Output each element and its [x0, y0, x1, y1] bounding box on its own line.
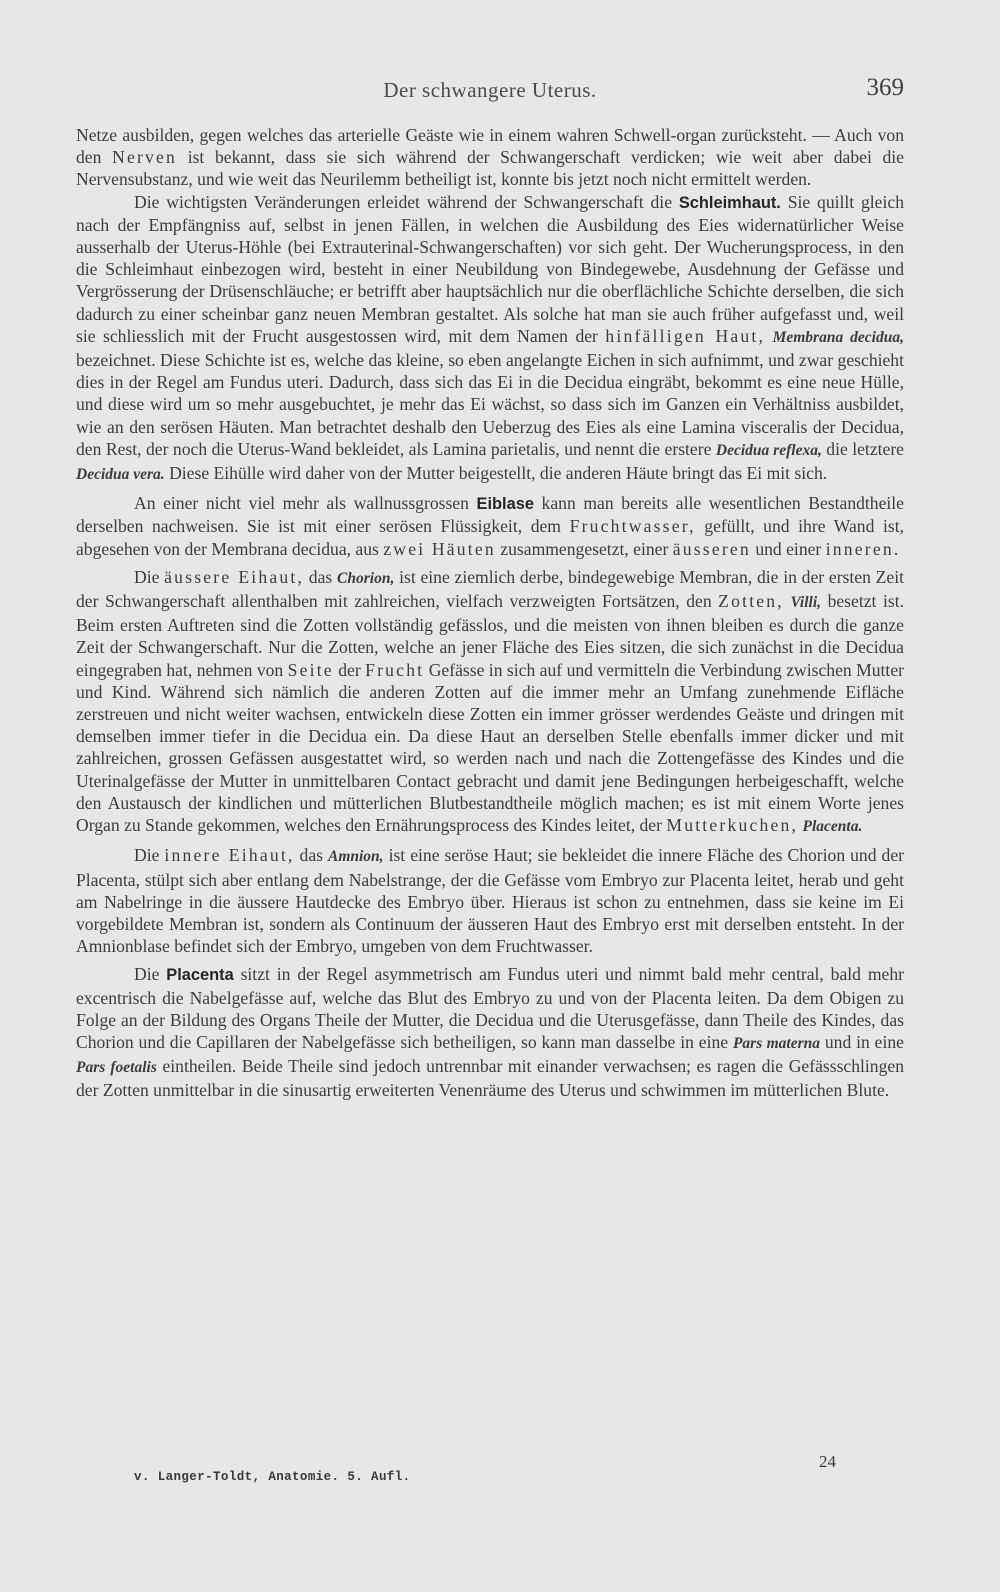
- text-run: und einer: [750, 538, 826, 559]
- emphasized-text: Mutterkuchen,: [666, 815, 799, 836]
- emphasized-text: Placenta.: [802, 818, 863, 836]
- emphasized-text: innere Eihaut,: [164, 845, 295, 866]
- emphasized-text: Decidua reflexa,: [715, 441, 822, 459]
- emphasized-text: Fruchtwasser,: [569, 516, 696, 537]
- text-run: Die: [134, 566, 165, 587]
- paragraph: [76, 492, 904, 560]
- text-run: eintheilen. Beide Theile sind jedoch untrennbar mit einander verwachsen; es ragen die Gefässschlingen der Zotten unmittelbar in die sinusartig erweiterten Venenräume des Uterus und schwimmen im mütterlichen Blute.: [76, 1056, 905, 1101]
- emphasized-text: zwei Häuten: [383, 538, 496, 559]
- page-header: [76, 74, 904, 110]
- emphasized-text: Amnion,: [327, 848, 384, 866]
- signature-mark: 24: [819, 1452, 836, 1471]
- emphasized-text: Placenta: [166, 966, 234, 985]
- emphasized-text: hinfälligen Haut,: [605, 325, 766, 346]
- text-run: ist eine seröse Haut; sie bekleidet die innere Fläche des Chorion und der Placenta, stülpt sich aber entlang dem Nabelstrange, der die Gefässe vom Embryo zur Placenta leitet, herab und geht am Nabelringe in die äussere Hautdecke des Embryo über. Hieraus ist schon zu entnehmen, dass sie keine im Ei vorgebildete Membran ist, sondern als Continuum der äusseren Haut des Embryo erst mit derselben entsteht. In der Amnionblase befindet sich der Embryo, umgeben von dem Fruchtwasser.: [76, 845, 904, 957]
- text-run: An einer nicht viel mehr als wallnussgrossen: [134, 493, 477, 514]
- text-run: sitzt in der Regel asymmetrisch am Fundus uteri und nimmt bald mehr central, bald mehr excentrisch die Nabelgefässe auf, welche das Blut des Embryo zu und von der Placenta leiten. Da dem Obigen zu Folge an der Bildung des Organs Theile der Mutter, die Decidua und die Uterusgefässe, dann Theile des Kindes, das Chorion und die Capillaren der Nabelgefässe sich betheiligen, so kann man dasselbe in eine: [76, 964, 904, 1052]
- emphasized-text: Pars foetalis: [76, 1059, 157, 1077]
- text-run: [765, 326, 772, 346]
- text-run: das: [304, 566, 338, 587]
- text-run: zusammengesetzt, einer: [495, 538, 673, 559]
- paragraph: [76, 124, 904, 191]
- text-run: besetzt ist. Beim ersten Auftreten sind die Zotten vollständig gefässlos, und die meisten von ihnen bleiben es durch die ganze Zeit der Schwangerschaft. Nur die Zotten, welche an jener Fläche des Eies sitzen, die sich zunächst in die Decidua eingegraben hat, nehmen von: [76, 591, 904, 680]
- text-run: Diese Eihülle wird daher von der Mutter beigestellt, die anderen Häute bringt das Ei mit sich.: [164, 463, 828, 484]
- text-run: das: [294, 845, 328, 866]
- text-run: Die: [134, 964, 167, 985]
- text-run: Die: [134, 845, 165, 866]
- emphasized-text: Zotten,: [718, 591, 784, 612]
- page-number: 369: [866, 74, 904, 101]
- text-run: ist eine ziemlich derbe, bindegewebige Membran, die in der ersten Zeit der Schwangerschaft allenthalben mit zahlreichen, vielfach verzweigten Fortsätzen, den: [76, 566, 904, 612]
- paragraph: [76, 191, 904, 487]
- paragraph: [76, 963, 904, 1101]
- text-run: und in eine: [819, 1031, 904, 1052]
- body-text: [76, 124, 904, 1102]
- emphasized-text: Chorion,: [337, 569, 395, 587]
- text-run: bezeichnet. Diese Schichte ist es, welche das kleine, so eben angelangte Eichen in sich aufnimmt, und zwar geschieht dies in der Regel am Fundus uteri. Dadurch, dass sich das Ei in die Decidua eingräbt, bekommt es eine neue Hülle, und diese wird um so mehr ausgebuchtet, je mehr das Ei wächst, so dass sich im Ganzen ein Verhältniss ausbildet, wie an den serösen Häuten. Man betrachtet deshalb den Ueberzug des Eies als eine Lamina visceralis der Decidua, den Rest, der noch die Uterus-Wand bekleidet, als Lamina parietalis, und nennt die erstere: [76, 350, 904, 459]
- text-run: ist bekannt, dass sie sich während der Schwangerschaft verdicken; wie weit aber dabei die Nervensubstanz, und wie weit das Neurilemm betheiligt ist, konnte bis jetzt noch nicht ermittelt werden.: [76, 147, 904, 190]
- text-run: Netze ausbilden, gegen welches das arterielle Geäste wie in einem wahren Schwell-organ zurücksteht. — Auch von den: [76, 125, 904, 168]
- emphasized-text: Membrana decidua,: [772, 328, 904, 346]
- emphasized-text: Eiblase: [476, 495, 534, 514]
- text-run: der: [333, 659, 366, 680]
- running-title: Der schwangere Uterus.: [383, 78, 597, 102]
- text-run: die letztere: [821, 438, 904, 459]
- text-run: gefüllt, und ihre Wand ist, abgesehen von der Membrana decidua, aus: [76, 516, 904, 559]
- text-run: Sie quillt gleich nach der Empfängniss auf, selbst in jenen Fällen, in welchen die Ausbildung des Eies widernatürlicher Weise ausserhalb der Uterus-Höhle (bei Extrauterinal-Schwangerschaften) vor sich geht. Der Wucherungsprocess, in den die Schleimhaut einbezogen wird, besteht in einer Neubildung von Bindegewebe, Ausdehnung der Gefässe und Vergrösserung der Drüsenschläuche; er betrifft aber hauptsächlich nur die oberflächliche Schichte derselben, die sich dadurch zu einer scheinbar ganz neuen Membran gestaltet. Als solche hat man sie auch früher aufgefasst und, weil sie schliesslich mit der Frucht ausgestossen wird, mit dem Namen der: [76, 191, 904, 346]
- emphasized-text: Nerven: [112, 147, 178, 168]
- text-run: kann man bereits alle wesentlichen Bestandtheile derselben nachweisen. Sie ist mit einer serösen Flüssigkeit, dem: [76, 493, 904, 537]
- emphasized-text: Schleimhaut.: [678, 193, 781, 212]
- emphasized-text: äussere Eihaut,: [164, 566, 305, 587]
- text-run: Gefässe in sich auf und vermitteln die Verbindung zwischen Mutter und Kind. Während sich nämlich die anderen Zotten auf die immer mehr an Umfang zunehmende Eifläche zerstreuen und nicht weiter wachsen, entwickeln diese Zotten ein immer grösser werdendes Geäste und dringen mit demselben immer tiefer in die Decidua ein. Da diese Haut an derselben Stelle ebenfalls immer dicker und mit zahlreichen, grossen Gefässen ausgestattet wird, so werden nach und nach die Zottengefässe des Kindes und die Uterinalgefässe der Mutter in unmittelbaren Contact gebracht und damit jene Bedingungen herbeigeschafft, welche den Austausch der kindlichen und mütterlichen Blutbestandtheile möglich machen; es ist mit einem Worte jenes Organ zu Stande gekommen, welches den Ernährungsprocess des Kindes leitet, der: [76, 659, 904, 836]
- paragraph: [76, 566, 904, 838]
- emphasized-text: äusseren: [672, 538, 751, 559]
- emphasized-text: Villi,: [790, 594, 822, 612]
- paragraph: [76, 844, 904, 957]
- text-run: Die wichtigsten Veränderungen erleidet während der Schwangerschaft die: [134, 191, 679, 212]
- emphasized-text: Pars materna: [732, 1034, 820, 1052]
- emphasized-text: inneren.: [825, 538, 901, 559]
- emphasized-text: Decidua vera.: [76, 466, 165, 484]
- emphasized-text: Seite: [287, 659, 334, 680]
- footer-signature: v. Langer-Toldt, Anatomie. 5. Aufl.: [134, 1470, 411, 1484]
- emphasized-text: Frucht: [365, 659, 425, 680]
